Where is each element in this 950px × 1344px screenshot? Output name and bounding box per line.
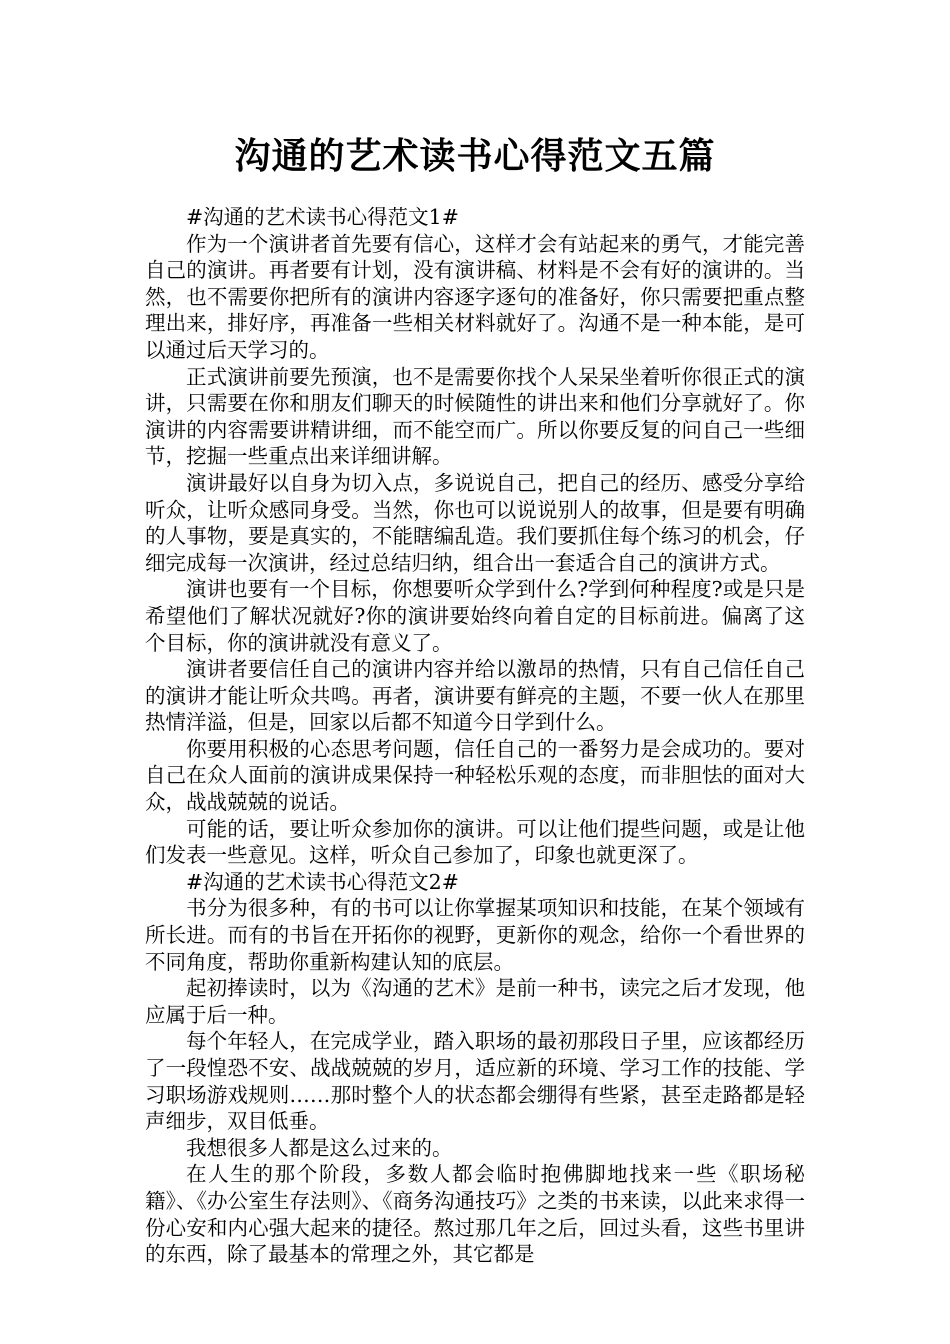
document-title: 沟通的艺术读书心得范文五篇 — [234, 136, 716, 177]
document-page — [145, 120, 805, 1268]
section-heading-2: #沟通的艺术读书心得范文2# — [186, 869, 459, 894]
paragraph: 可能的话，要让听众参加你的演讲。可以让他们提些问题，或是让他们发表一些意见。这样，听众自己参加了，印象也就更深了。 — [145, 816, 805, 868]
paragraph: 起初捧读时，以为《沟通的艺术》是前一种书，读完之后才发现，他应属于后一种。 — [145, 976, 805, 1027]
paragraph: 作为一个演讲者首先要有信心，这样才会有站起来的勇气，才能完善自己的演讲。再者要有计划，没有演讲稿、材料是不会有好的演讲的。当然，也不需要你把所有的演讲内容逐字逐句的准备好，你只需要把重点整理出来，排好序，再准备一些相关材料就好了。沟通不是一种本能，是可以通过后天学习的。 — [145, 231, 805, 362]
paragraph: 我想很多人都是这么过来的。 — [186, 1135, 453, 1160]
paragraph: 演讲者要信任自己的演讲内容并给以激昂的热情，只有自己信任自己的演讲才能让听众共鸣。再者，演讲要有鲜亮的主题，不要一伙人在那里热情洋溢，但是，回家以后都不知道今日学到什么。 — [145, 657, 805, 735]
paragraph: 正式演讲前要先预演，也不是需要你找个人呆呆坐着听你很正式的演讲，只需要在你和朋友们聊天的时候随性的讲出来和他们分享就好了。你演讲的内容需要讲精讲细，而不能空而广。所以你要反复的问自己一些细节，挖掘一些重点出来详细讲解。 — [145, 364, 805, 469]
paragraph: 演讲也要有一个目标，你想要听众学到什么?学到何种程度?或是只是希望他们了解状况就好?你的演讲要始终向着自定的目标前进。偏离了这个目标，你的演讲就没有意义了。 — [145, 577, 805, 655]
section-heading-1: #沟通的艺术读书心得范文1# — [186, 205, 459, 229]
paragraph: 在人生的那个阶段，多数人都会临时抱佛脚地找来一些《职场秘籍》、《办公室生存法则》、《商务沟通技巧》之类的书来读，以此来求得一份心安和内心强大起来的捷径。熬过那几年之后，回过头看，这些书里讲的东西，除了最基本的常理之外，其它都是 — [145, 1162, 805, 1267]
paragraph: 书分为很多种，有的书可以让你掌握某项知识和技能，在某个领域有所长进。而有的书旨在开拓你的视野，更新你的观念，给你一个看世界的不同角度，帮助你重新构建认知的底层。 — [145, 896, 805, 974]
paragraph: 演讲最好以自身为切入点，多说说自己，把自己的经历、感受分享给听众，让听众感同身受。当然，你也可以说说别人的故事，但是要有明确的人事物，要是真实的，不能瞎编乱造。我们要抓住每个练习的机会，仔细完成每一次演讲，经过总结归纳，组合出一套适合自己的演讲方式。 — [145, 470, 805, 575]
document-body — [145, 204, 805, 1268]
paragraph: 每个年轻人，在完成学业，踏入职场的最初那段日子里，应该都经历了一段惶恐不安、战战兢兢的岁月，适应新的环境、学习工作的技能、学习职场游戏规则……那时整个人的状态都会绷得有些紧，甚至走路都是轻声细步，双目低垂。 — [145, 1029, 805, 1134]
paragraph: 你要用积极的心态思考问题，信任自己的一番努力是会成功的。要对自己在众人面前的演讲成果保持一种轻松乐观的态度，而非胆怯的面对大众，战战兢兢的说话。 — [145, 736, 805, 815]
